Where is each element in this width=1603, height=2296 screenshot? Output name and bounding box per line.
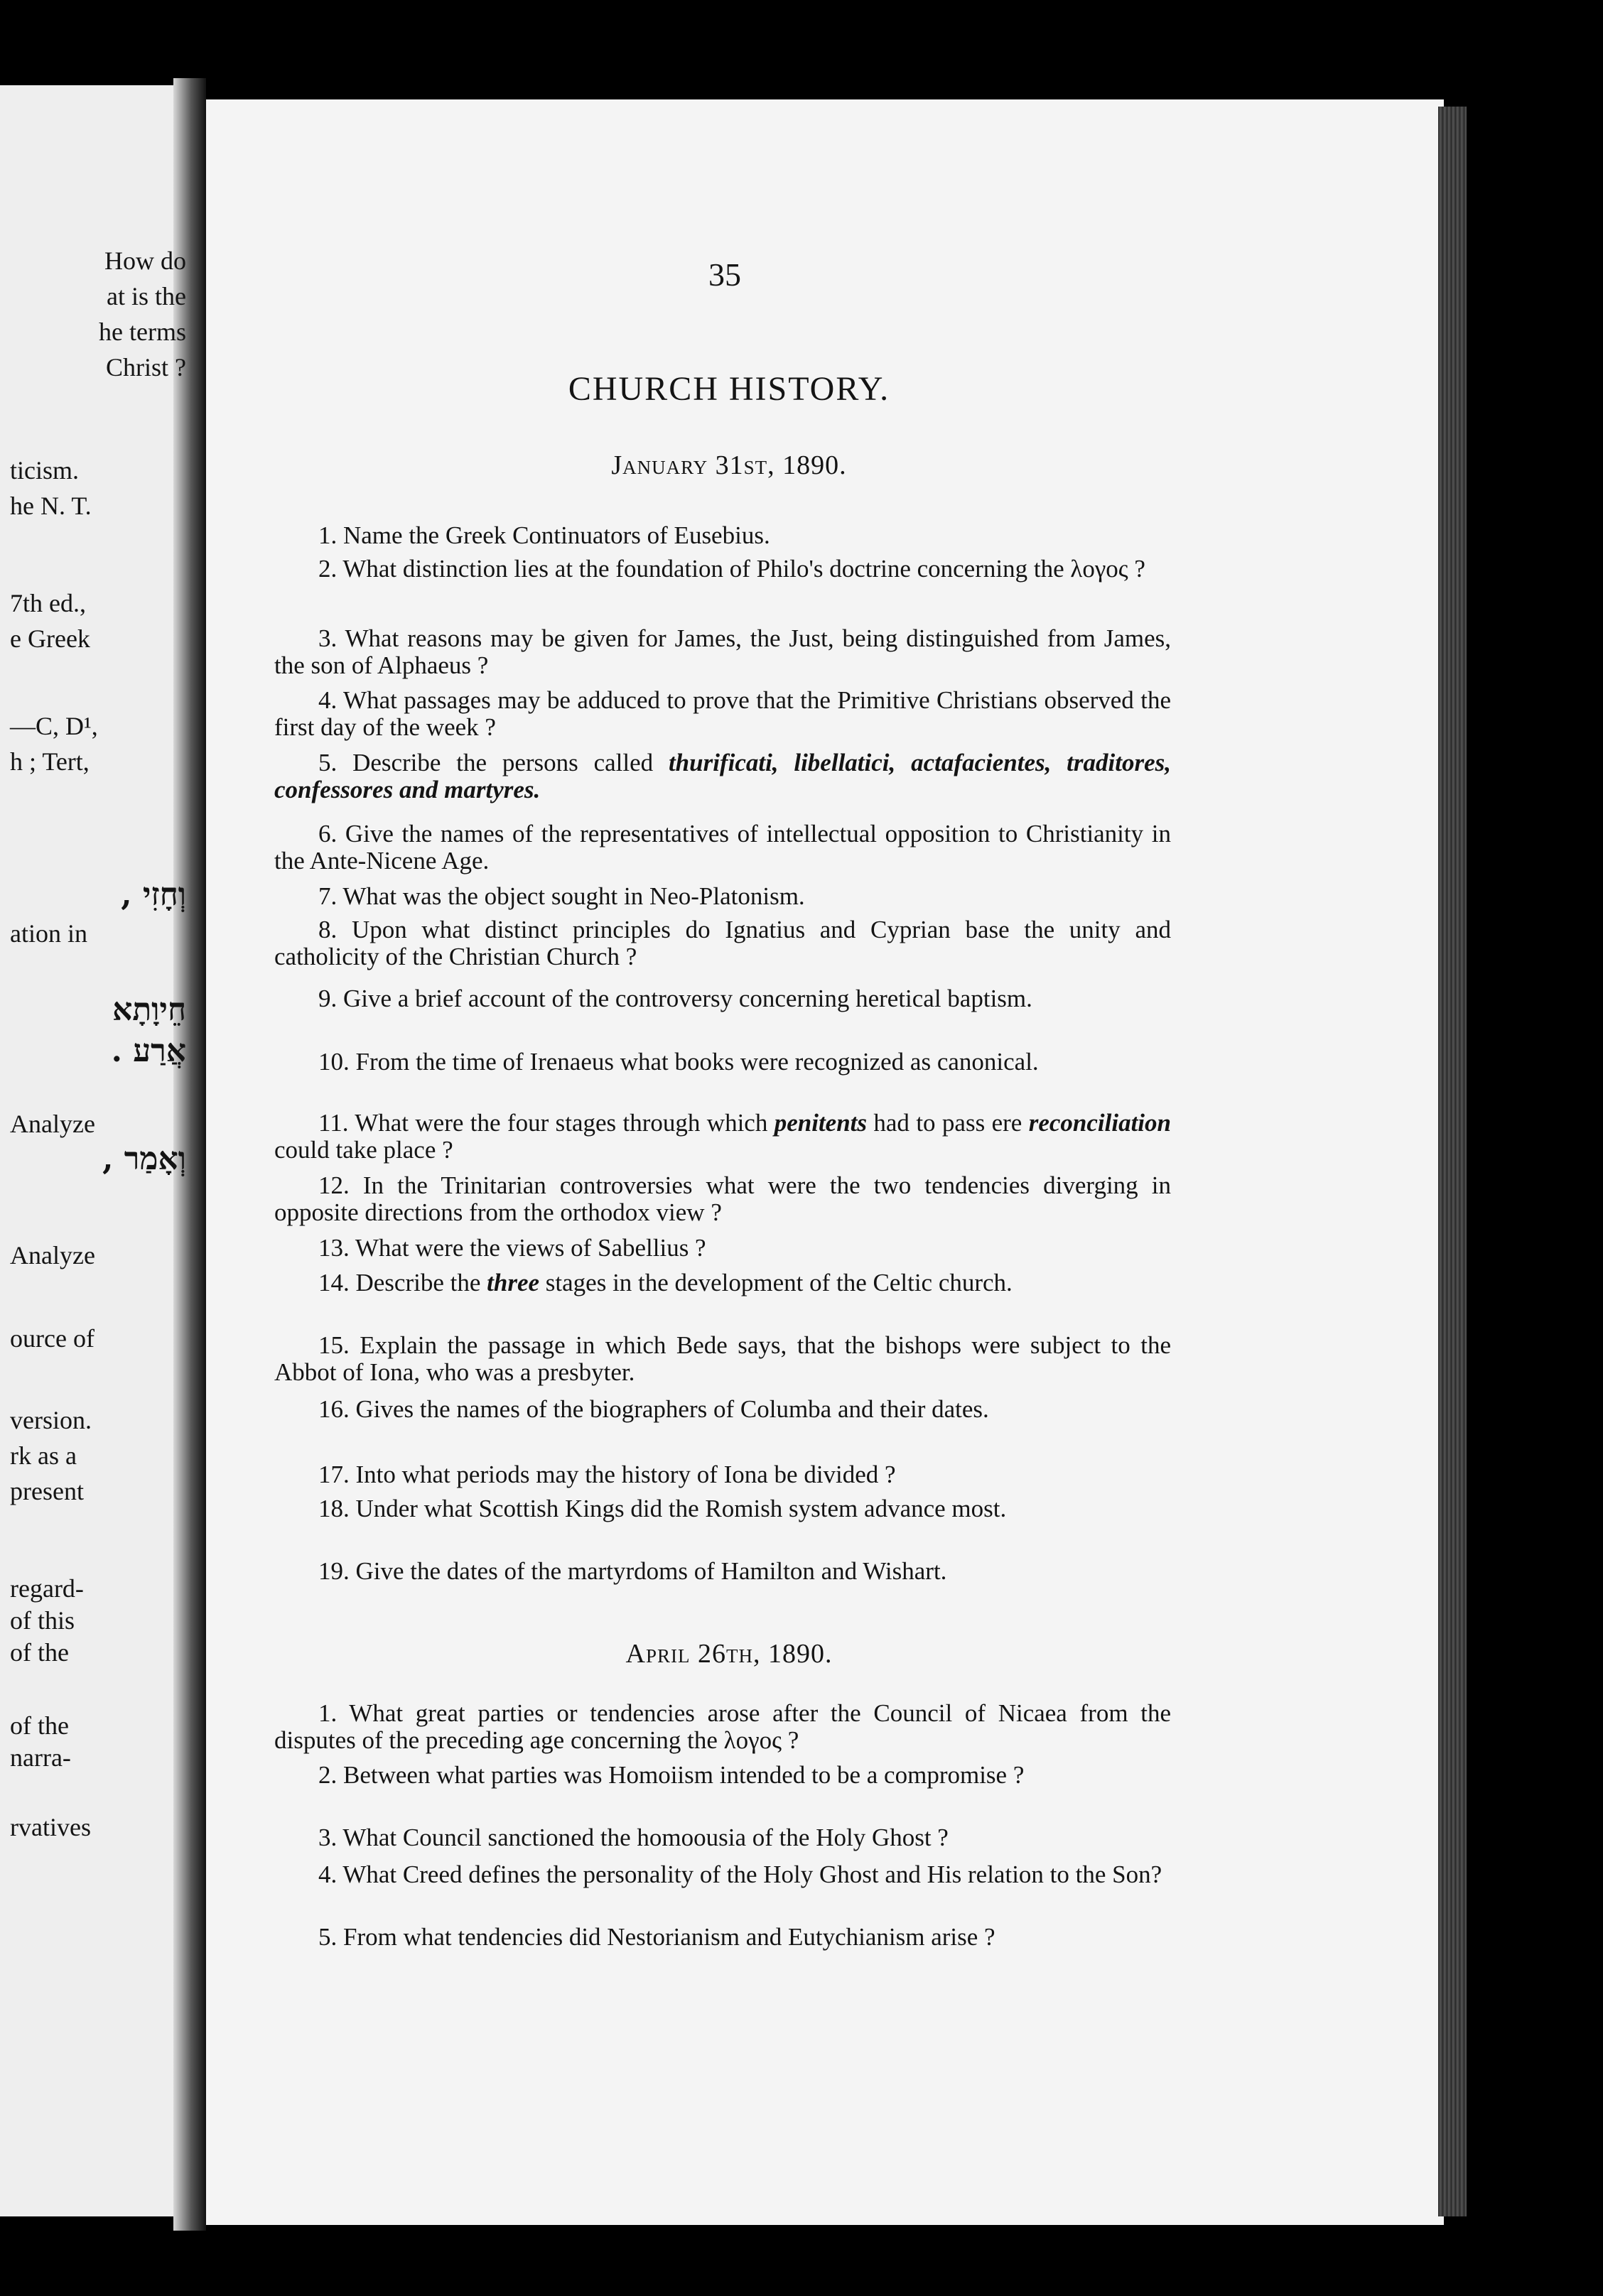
page-title: CHURCH HISTORY. <box>568 370 890 408</box>
left-page-line: Christ ? <box>106 353 186 381</box>
left-page-line: Analyze <box>10 1241 95 1269</box>
question-item: 5. Describe the persons called thurificati, libellatici, actafacientes, traditores, confessores and martyres. <box>274 749 1171 803</box>
question-item: 1. What great parties or tendencies arose after the Council of Nicaea from the disputes of the preceding age concerning the λογος ? <box>274 1699 1171 1754</box>
question-item: 16. Gives the names of the biographers of Columba and their dates. <box>318 1395 989 1423</box>
left-page-line: וְאָמַר , <box>102 1141 186 1177</box>
question-item: 3. What Council sanctioned the homoousia of the Holy Ghost ? <box>318 1824 949 1851</box>
question-item: 1. Name the Greek Continuators of Eusebius. <box>318 521 770 549</box>
left-page-line: —C, D¹, <box>10 712 98 740</box>
question-item: 2. What distinction lies at the foundation of Philo's doctrine concerning the λογος ? <box>318 555 1145 583</box>
left-page-line: rk as a <box>10 1441 77 1470</box>
left-page-line: he N. T. <box>10 492 92 520</box>
left-page-line: ticism. <box>10 456 79 484</box>
left-page-line: 7th ed., <box>10 589 86 617</box>
left-page-line: version. <box>10 1406 92 1434</box>
left-page-line: regard- <box>10 1574 84 1603</box>
left-page-line: e Greek <box>10 624 90 653</box>
left-page-line: וְחָזִי , <box>121 877 186 913</box>
question-item: 8. Upon what distinct principles do Ignatius and Cyprian base the unity and catholicity of the Christian Church ? <box>274 916 1171 970</box>
question-item: 3. What reasons may be given for James, the Just, being distinguished from James, the son of Alphaeus ? <box>274 624 1171 679</box>
left-page-line: present <box>10 1477 84 1505</box>
question-item: 11. What were the four stages through which penitents had to pass ere reconciliation could take place ? <box>274 1109 1171 1164</box>
section-heading-january: January 31st, 1890. <box>611 450 847 480</box>
question-item: 2. Between what parties was Homoiism intended to be a compromise ? <box>318 1761 1025 1789</box>
question-item: 6. Give the names of the representatives of intellectual opposition to Christianity in the Ante-Nicene Age. <box>274 820 1171 874</box>
question-item: 5. From what tendencies did Nestorianism and Eutychianism arise ? <box>318 1923 995 1951</box>
page-edges <box>1438 107 1467 2216</box>
left-page-line: of the <box>10 1711 69 1740</box>
question-item: 4. What passages may be adduced to prove that the Primitive Christians observed the first day of the week ? <box>274 686 1171 741</box>
left-page-line: h ; Tert, <box>10 747 90 776</box>
question-item: 13. What were the views of Sabellius ? <box>318 1234 706 1262</box>
question-item: 10. From the time of Irenaeus what books were recognized as canonical. <box>318 1048 1039 1076</box>
left-page-line: אֲרַע . <box>111 1033 186 1069</box>
left-page-line: of this <box>10 1606 75 1635</box>
left-page-line: חֵיוָתָא <box>112 992 186 1028</box>
left-page-line: Analyze <box>10 1110 95 1138</box>
left-page-line: ation in <box>10 919 87 948</box>
section-heading-april: April 26th, 1890. <box>625 1639 833 1669</box>
question-item: 19. Give the dates of the martyrdoms of Hamilton and Wishart. <box>318 1557 947 1585</box>
left-page-line: at is the <box>107 282 186 310</box>
left-page-line: of the <box>10 1638 69 1667</box>
question-item: 14. Describe the three stages in the development of the Celtic church. <box>318 1269 1013 1296</box>
question-item: 9. Give a brief account of the controversy concerning heretical baptism. <box>318 985 1032 1012</box>
question-item: 15. Explain the passage in which Bede says, that the bishops were subject to the Abbot of Iona, who was a presbyter. <box>274 1331 1171 1386</box>
question-item: 12. In the Trinitarian controversies what were the two tendencies diverging in opposite directions from the orthodox view ? <box>274 1171 1171 1226</box>
page-number: 35 <box>708 256 741 293</box>
left-page-line: ource of <box>10 1324 95 1353</box>
left-page-line: How do <box>104 247 186 275</box>
question-item: 7. What was the object sought in Neo-Platonism. <box>318 882 805 910</box>
question-item: 4. What Creed defines the personality of the Holy Ghost and His relation to the Son? <box>318 1861 1162 1888</box>
question-item: 18. Under what Scottish Kings did the Romish system advance most. <box>318 1495 1007 1522</box>
left-page-line: he terms <box>99 318 186 346</box>
question-item: 17. Into what periods may the history of Iona be divided ? <box>318 1461 896 1488</box>
left-page-line: rvatives <box>10 1813 91 1841</box>
left-page-line: narra- <box>10 1743 71 1772</box>
